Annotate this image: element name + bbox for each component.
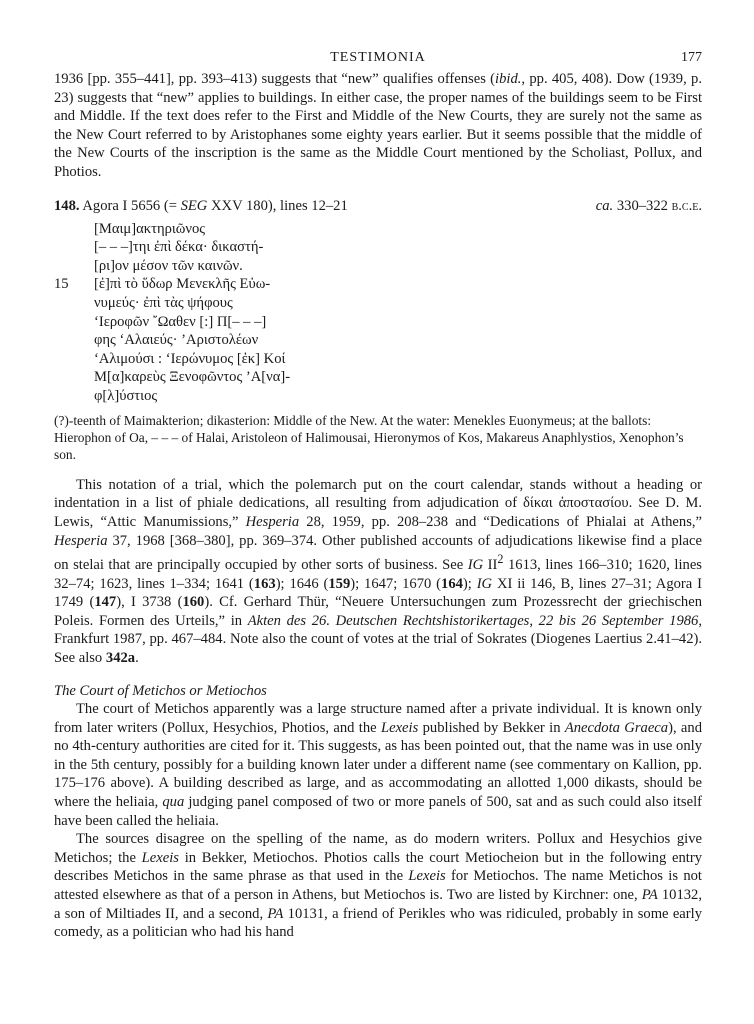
running-title: TESTIMONIA [330,50,426,65]
inscription-line: [– – –]τηι ἐπὶ δέκα· δικαστή- [94,239,264,256]
section-paragraph: The sources disagree on the spelling of the name, as do modern writers. Pollux and Hesychios give Metichos; the Lexeis in Bekker, Metiochos. Photios calls the court Metiocheion but in the following entry describes Metichos in the same phrase as that used in the Lexeis for Metiochos. The name Metichos is not attested elsewhere as that of a person in Athens, but Metiochos is. Two are listed by Kirchner: one, PA 10132, a son of Miltiades II, and a second, PA 10131, a friend of Perikles who was ridiculed, probably in some early comedy, as a politician who had his hand [54,831,702,941]
inscription-line: [Μαιμ]ακτηριῶνος [94,220,206,237]
entry-date: ca. 330–322 b.c.e. [595,197,702,214]
inscription-line: νυμεύς· ἐπὶ τὰς ψήφους [94,294,233,311]
inscription-line: φ[λ]ύστιος [94,387,158,404]
commentary-paragraph: This notation of a trial, which the polemarch put on the court calendar, stands without a heading or indentation in a list of phiale dedications, all resulting from adjudication of δίκαι ἀποστασίου. See D. M. Lewis, “Attic Manumissions,” Hesperia 28, 1959, pp. 208–238 and “Dedications of Phialai at Athens,” Hesperia 37, 1968 [368–380], pp. 369–374. Other published accounts of adjudications likewise find a place on stelai that are principally occupied by other sorts of business. See IG $II^2$ 1613, lines 166–310; 1620, lines 32–74; 1623, lines 1–334; 1641 (163); 1646 (159); 1647; 1670 (164); IG XI ii 146, B, lines 27–31; Agora I 1749 (147), I 3738 (160). Cf. Gerhard Thür, “Neuere Untersuchungen zum Prozessrecht der griechischen Poleis. Formen des Urteils,” in Akten des 26. Deutschen Rechtshistorikertages, 22 bis 26 September 1986, Frankfurt 1987, pp. 467–484. Note also the count of votes at the trial of Sokrates (Diogenes Laertius 2.41–42). See also 342a. [54,476,702,666]
intro-paragraph: 1936 [pp. 355–441], pp. 393–413) suggests that “new” qualifies offenses (ibid., pp. 405, 408). Dow (1939, p. 23) suggests that “new” applies to buildings. In either case, the proper names of the buildings seem to be First and Middle. If the text does refer to the First and Middle of the New Courts, they are surely not the same as the New Court referred to by Aristophanes some eighty years earlier. But it seems possible that the middle of the New Courts of the inscription is the same as the Middle Court mentioned by the Scholiast, Pollux, and Photios. [54,71,702,180]
entry-number: 148. [54,197,80,214]
section-paragraph: The court of Metichos apparently was a large structure named after a private individual. It is known only from later writers (Pollux, Hesychios, Photios, and the Lexeis published by Bekker in Anecdota Graeca), and no 4th-century authorities are cited for it. This suggests, as has been pointed out, that the name was in use only in the 5th century, possibly for a building known later under a different name (see commentary on Kallion, pp. 175–176 above). A building described as large, and as accommodating an allotted 1,000 dikasts, should be where the heliaia, qua judging panel composed of two or more panels of 500, sat and as such could also itself have been called the heliaia. [54,701,703,829]
inscription-line: [ρι]ον μέσον τῶν καινῶν. [94,257,243,274]
section-heading: The Court of Metichos or Metiochos [54,682,267,699]
cross-reference: 164 [441,575,463,592]
page-number: 177 [681,50,702,65]
greek-inscription [54,220,702,406]
cross-reference: 147 [94,594,117,611]
cross-reference: 160 [182,594,205,611]
cross-reference: 342a [105,649,136,666]
page-header [54,46,702,70]
line-number: 15 [54,276,69,293]
inscription-line: 15 [ἐ]πὶ τὸ ὕδωρ Μενεκλῆς Εὐω- [54,276,271,293]
cross-reference: 163 [253,575,276,592]
inscription-line: ‘Αλιμούσι : ‘Ιερώνυμος [ἐκ] Κοί [94,350,286,367]
document-page [54,46,702,942]
inscription-line: ‘Ιεροφῶν ῎Ωαθεν [:] Π[– – –] [94,313,267,330]
inscription-line: Μ[α]καρεὺς Ξενοφῶντος ’Α[να]- [94,369,291,386]
inscription-line: φης ‘Αλαιεύς· ’Αριστολέων [94,332,259,349]
translation: (?)-teenth of Maimakterion; dikasterion: Middle of the New. At the water: Menekles Euonymeus; at the ballots: Hierophon of Oa, – – – of Halai, Aristoleon of Halimousai, Hieronymos of Kos, Makareus Anaphlystios, Xenophon’s son. [54,412,684,463]
entry-heading [54,198,702,218]
cross-reference: 159 [328,575,351,592]
entry-source: 148. Agora I 5656 (= SEG XXV 180), lines 12–21 [54,197,348,214]
